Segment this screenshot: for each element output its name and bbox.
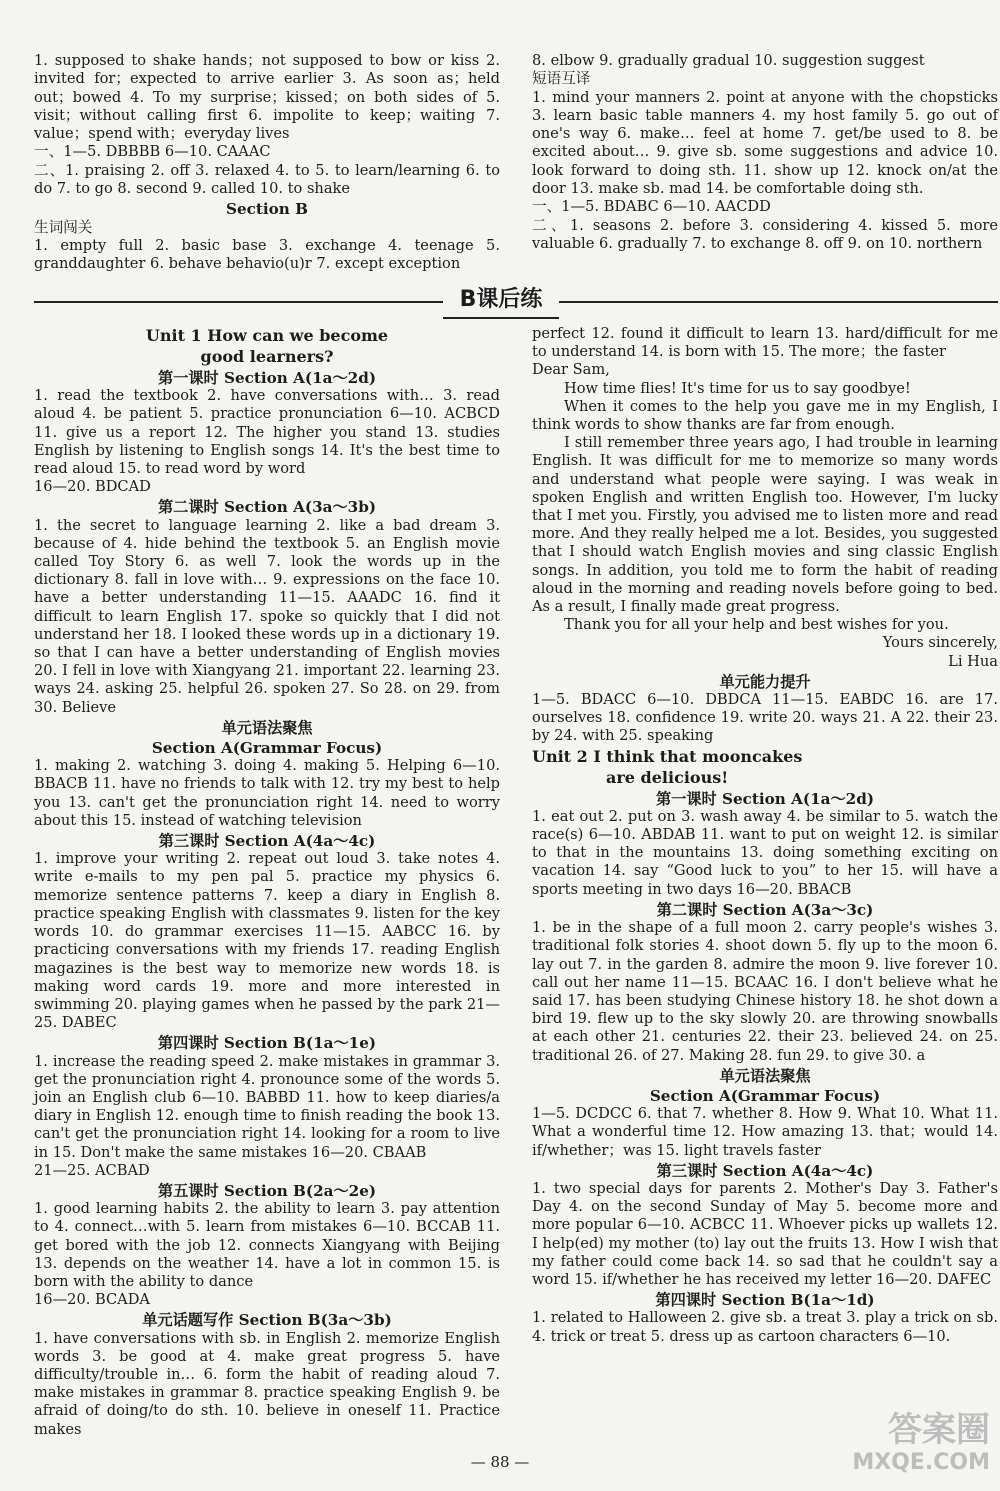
answer-paragraph: 1. improve your writing 2. repeat out loud 3. take notes 4. write e-mails to my pen pal 5. practice my physics 6. memorize sentence patterns 7. keep a diary in English 8. practice speaking English with classmates 9. listen for the key words 10. do grammar exercises 11—15. AABCC 16. by practicing conversations with my friends 17. reading English magazines is the best way to memorize new words 18. is making word cards 19. more and more interested in swimming 20. playing games when he passed by the park 21—25. DABEC — [34, 850, 500, 1032]
letter-paragraph: I still remember three years ago, I had trouble in learning English. It was difficult for me to memorize so many words and understand what people were saying. I was weak in spoken English and written English too. However, I'm lucky that I met you. Firstly, you advised me to listen more and read more. And they really helped me a lot. Besides, you suggested that I should watch English movies and sing classic English songs. In addition, you told me to form the habit of reading aloud in the morning and reading novels before going to bed. As a result, I finally made great progress. — [532, 434, 998, 616]
unit-title: are delicious! — [606, 767, 729, 787]
watermark-url: MXQE.COM — [852, 1450, 990, 1475]
lower-left-column — [34, 325, 500, 1439]
answer-paragraph: 1. supposed to shake hands；not supposed to bow or kiss 2. invited for；expected to arrive earlier 3. As soon as；held out；bowed 4. To my surprise；kissed；on both sides of 5. visit；without calling first 6. impolite to keep；waiting 7. value；spend with；everyday lives — [34, 52, 500, 143]
letter-paragraph: Thank you for all your help and best wishes for you. — [564, 616, 949, 634]
lesson-heading: 第一课时 Section A(1a～2d) — [157, 369, 377, 387]
lesson-heading: 第四课时 Section B(1a～1e) — [157, 1034, 377, 1053]
banner-rule-left — [34, 301, 443, 303]
top-left-column — [34, 52, 500, 274]
letter-closing: Yours sincerely, — [882, 634, 998, 652]
lesson-heading: 第四课时 Section B(1a～1d) — [655, 1291, 875, 1310]
answer-paragraph: 8. elbow 9. gradually gradual 10. suggestion suggest — [532, 52, 925, 69]
lower-right-column — [532, 325, 998, 1346]
lesson-heading: 单元能力提升 — [719, 672, 811, 691]
banner-rule-right — [559, 301, 998, 303]
answer-paragraph: 一、1—5. DBBBB 6—10. CAAAC — [34, 143, 271, 161]
answer-paragraph: 二、1. praising 2. off 3. relaxed 4. to 5. to learn/learning 6. to do 7. to go 8. second 9. called 10. to shake — [34, 161, 500, 198]
answer-paragraph: 1. increase the reading speed 2. make mistakes in grammar 3. get the pronunciation right 4. pronounce some of the words 5. join an English club 6—10. BABBD 11. how to keep diaries/a diary in English 12. enough time to finish reading the book 13. can't get the pronunciation right 14. looking for a room to live in 15. Don't make the same mistakes 16—20. CBAAB — [34, 1052, 500, 1161]
answer-paragraph: 1. be in the shape of a full moon 2. carry people's wishes 3. traditional folk stories 4. shoot down 5. fly up to the moon 6. lay out 7. in the garden 8. admire the moon 9. live forever 10. call out her name 11—15. BCAAC 16. I don't believe what he said 17. has been studying Chinese history 18. he shot down a bird 19. flew up to the sky slowly 20. are throwing snowballs at each other 21. centuries 22. their 23. believed 24. on 25. traditional 26. of 27. Making 28. fun 29. to give 30. a — [532, 919, 998, 1064]
sub-heading: 生词闯关 — [34, 218, 93, 236]
answer-paragraph: 1. mind your manners 2. point at anyone with the chopsticks 3. learn basic table manners 4. my host family 5. go out of one's way 6. make… feel at home 7. get/be used to 8. be excited about… 9. give sb. some suggestions and advice 10. look forward to doing sth. 11. show up 12. knock on/at the door 13. make sb. mad 14. be comfortable doing sth. — [532, 88, 998, 198]
letter-paragraph: How time flies! It's time for us to say goodbye! — [564, 379, 911, 397]
answer-paragraph: 1—5. DCDCC 6. that 7. whether 8. How 9. What 10. What 11. What a wonderful time 12. How amazing 13. that；would 14. if/whether；was 15. light travels faster — [532, 1105, 998, 1159]
banner-title: B课后练 — [443, 283, 559, 319]
top-right-column — [532, 52, 998, 253]
answer-paragraph: 16—20. BCADA — [34, 1291, 150, 1309]
lesson-subheading: Section A(Grammar Focus) — [151, 739, 383, 758]
lesson-heading: 第三课时 Section A(4a～4c) — [656, 1161, 874, 1180]
answer-paragraph: 1. have conversations with sb. in English 2. memorize English words 3. be good at 4. make great progress 5. have difficulty/trouble in… 6. form the habit of reading aloud 7. make mistakes in grammar 8. practice speaking English 9. be afraid of doing/to do sth. 10. believe in oneself 11. Practice makes — [34, 1329, 500, 1438]
answer-paragraph: 1. related to Halloween 2. give sb. a treat 3. play a trick on sb. 4. trick or treat 5. dress up as cartoon characters 6—10. — [532, 1309, 998, 1345]
answer-paragraph: 1. read the textbook 2. have conversations with… 3. read aloud 4. be patient 5. practice pronunciation 6—10. ACBCD 11. give us a report 12. The higher you stand 13. studies English by listening to English songs 14. It's the best time to read aloud 15. to read word by word — [34, 387, 500, 478]
answer-paragraph: 1. empty full 2. basic base 3. exchange 4. teenage 5. granddaughter 6. behave behavio(u)r 7. except exception — [34, 236, 500, 273]
letter-greeting: Dear Sam, — [532, 361, 610, 379]
answer-paragraph: 1. the secret to language learning 2. like a bad dream 3. because of 4. hide behind the textbook 5. an English movie called Toy Story 6. as well 7. look the words up in the dictionary 8. fall in love with… 9. expressions on the face 10. have a better understanding 11—15. AAADC 16. find it difficult to learn English 17. spoke so quickly that I did not understand her 18. I looked these words up in a dictionary 19. so that I can have a better understanding of English movies 20. I fell in love with Xiangyang 21. important 22. learning 23. ways 24. asking 25. helpful 26. spoken 27. So 28. on 29. from 30. Believe — [34, 516, 500, 716]
lesson-heading: 第二课时 Section A(3a～3c) — [656, 900, 874, 919]
answer-paragraph: 1. making 2. watching 3. doing 4. making 5. Helping 6—10. BBACB 11. have no friends to talk with 12. try my best to help you 13. can't get the pronunciation right 14. need to worry about this 15. instead of watching television — [34, 757, 500, 829]
answer-paragraph: 一、1—5. BDABC 6—10. AACDD — [532, 198, 771, 216]
lesson-heading: 第二课时 Section A(3a～3b) — [157, 498, 377, 517]
page-number: — 88 — — [470, 1453, 530, 1471]
sub-heading: 短语互译 — [532, 70, 591, 88]
lesson-heading: 第五课时 Section B(2a～2e) — [157, 1181, 377, 1200]
unit-title: Unit 2 I think that mooncakes — [532, 746, 803, 766]
letter-signature: Li Hua — [948, 652, 998, 670]
answer-paragraph: 16—20. BDCAD — [34, 478, 151, 496]
answer-paragraph: perfect 12. found it difficult to learn 13. hard/difficult for me to understand 14. is born with 15. The more；the faster — [532, 325, 998, 361]
letter-paragraph: When it comes to the help you gave me in my English, I think words to show thanks are far from enough. — [532, 397, 998, 434]
answer-paragraph: 1—5. BDACC 6—10. DBDCA 11—15. EABDC 16. are 17. ourselves 18. confidence 19. write 20. ways 21. A 22. their 23. by 24. with 25. speaking — [532, 691, 998, 745]
lesson-heading: 第三课时 Section A(4a～4c) — [158, 832, 376, 851]
unit-title: Unit 1 How can we become — [145, 326, 389, 345]
answer-paragraph: 1. good learning habits 2. the ability to learn 3. pay attention to 4. connect…with 5. learn from mistakes 6—10. BCCAB 11. get bored with the job 12. connects Xiangyang with Beijing 13. depends on the weather 14. have a lot in common 15. is born with the ability to dance — [34, 1200, 500, 1290]
lesson-heading: 单元语法聚焦 — [221, 718, 313, 737]
answer-paragraph: 1. eat out 2. put on 3. wash away 4. be similar to 5. watch the race(s) 6—10. ABDAB 11. want to put on weight 12. is similar to that in the mountains 13. doing something exciting on vacation 14. say “Good luck to you” to her 15. will have a sports meeting in two days 16—20. BBACB — [532, 807, 998, 898]
unit-title: good learners? — [200, 347, 334, 366]
lesson-subheading: Section A(Grammar Focus) — [649, 1086, 881, 1105]
answer-paragraph: 二、1. seasons 2. before 3. considering 4. kissed 5. more valuable 6. gradually 7. to exchange 8. off 9. on 10. northern — [532, 216, 998, 252]
answer-paragraph: 1. two special days for parents 2. Mother's Day 3. Father's Day 4. on the second Sunday of May 5. become more and more popular 6—10. ACBCC 11. Whoever picks up wallets 12. I help(ed) my mother (to) lay out the fruits 13. How I wish that my father could come back 14. so sad that he couldn't say a word 15. if/whether he has received my letter 16—20. DAFEC — [532, 1179, 998, 1288]
section-heading: Section B — [226, 200, 308, 219]
lesson-heading: 单元语法聚焦 — [719, 1066, 811, 1085]
answer-paragraph: 21—25. ACBAD — [34, 1161, 150, 1179]
section-banner — [0, 283, 1000, 319]
watermark-logo — [820, 1410, 990, 1485]
lesson-heading: 单元话题写作 Section B(3a～3b) — [142, 1311, 392, 1330]
lesson-heading: 第一课时 Section A(1a～2d) — [655, 789, 875, 808]
watermark-text: 答案圈 — [888, 1410, 990, 1450]
